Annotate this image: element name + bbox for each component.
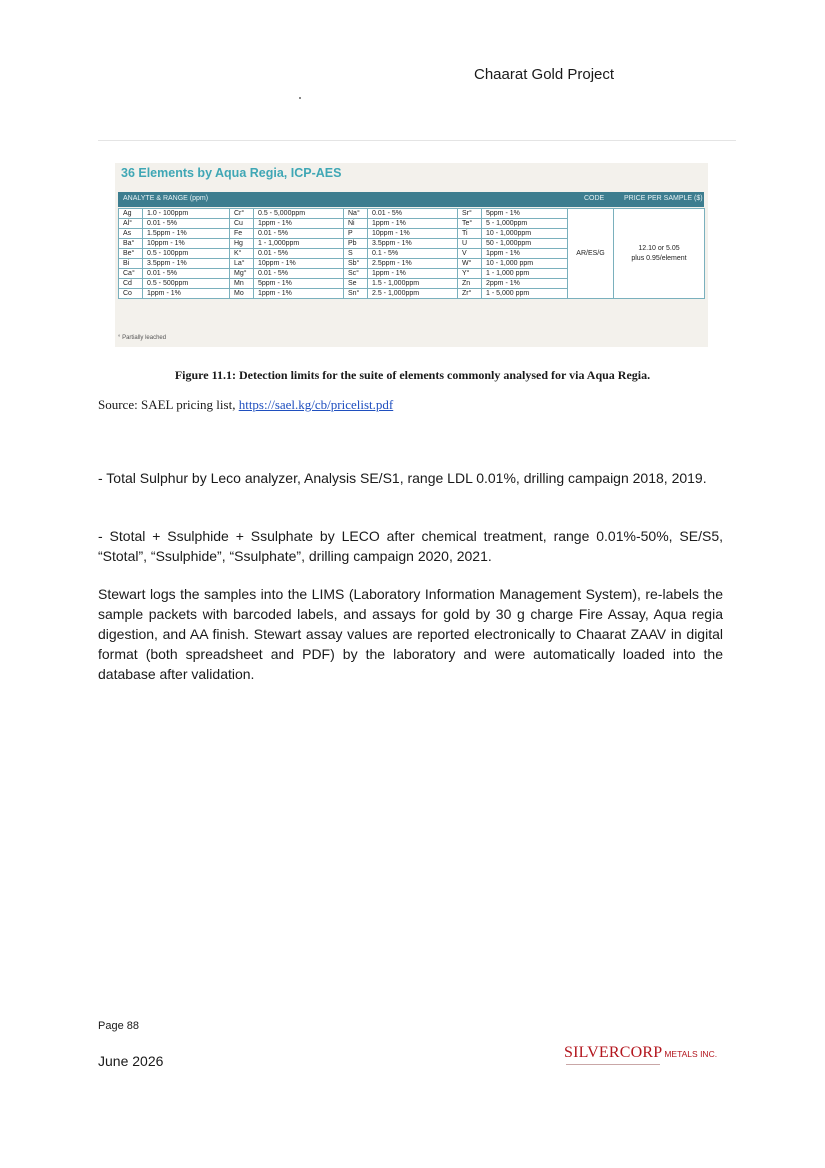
element-symbol-cell: Zn: [458, 279, 482, 289]
element-symbol-cell: Te°: [458, 219, 482, 229]
header-rule: [98, 140, 736, 141]
element-symbol-cell: Sn°: [344, 289, 368, 299]
element-symbol-cell: Mo: [230, 289, 254, 299]
element-range-cell: 2.5ppm - 1%: [368, 259, 458, 269]
element-range-cell: 0.1 - 5%: [368, 249, 458, 259]
element-symbol-cell: Mg°: [230, 269, 254, 279]
element-range-cell: 0.01 - 5%: [368, 209, 458, 219]
element-range-cell: 0.01 - 5%: [143, 219, 230, 229]
logo-brand: SILVERCORP: [564, 1044, 663, 1061]
element-symbol-cell: Hg: [230, 239, 254, 249]
element-detection-table: [118, 208, 705, 299]
footer-date: June 2026: [98, 1053, 164, 1069]
element-symbol-cell: Sr°: [458, 209, 482, 219]
silvercorp-logo: [564, 1044, 717, 1062]
element-symbol-cell: K°: [230, 249, 254, 259]
element-symbol-cell: P: [344, 229, 368, 239]
element-range-cell: 5ppm - 1%: [254, 279, 344, 289]
element-symbol-cell: U: [458, 239, 482, 249]
element-range-cell: 1 - 1,000ppm: [254, 239, 344, 249]
element-range-cell: 5 - 1,000ppm: [482, 219, 568, 229]
element-range-cell: 10ppm - 1%: [368, 229, 458, 239]
header-price: PRICE PER SAMPLE ($): [624, 195, 703, 202]
element-symbol-cell: Se: [344, 279, 368, 289]
header-code: CODE: [584, 195, 605, 202]
element-range-cell: 10ppm - 1%: [143, 239, 230, 249]
figure-footnote: ° Partially leached: [118, 335, 167, 341]
paragraph-stotal: - Stotal + Ssulphide + Ssulphate by LECO after chemical treatment, range 0.01%-50%, SE/S5, “Stotal”, “Ssulphide”, “Ssulphate”, drilling campaign 2020, 2021.: [98, 528, 723, 564]
element-range-cell: 0.01 - 5%: [254, 229, 344, 239]
element-symbol-cell: Bi: [119, 259, 143, 269]
element-range-cell: 1ppm - 1%: [254, 289, 344, 299]
element-range-cell: 1ppm - 1%: [368, 219, 458, 229]
element-symbol-cell: Zr°: [458, 289, 482, 299]
element-range-cell: 1ppm - 1%: [482, 249, 568, 259]
element-symbol-cell: Y°: [458, 269, 482, 279]
element-range-cell: 0.01 - 5%: [254, 269, 344, 279]
element-range-cell: 1 - 5,000 ppm: [482, 289, 568, 299]
stray-mark: [299, 97, 301, 99]
element-symbol-cell: Sb°: [344, 259, 368, 269]
element-symbol-cell: V: [458, 249, 482, 259]
element-range-cell: 0.01 - 5%: [254, 249, 344, 259]
price-line-2: plus 0.95/element: [631, 254, 687, 262]
element-symbol-cell: S: [344, 249, 368, 259]
element-range-cell: 0.5 - 5,000ppm: [254, 209, 344, 219]
element-symbol-cell: Co: [119, 289, 143, 299]
element-range-cell: 1ppm - 1%: [368, 269, 458, 279]
element-symbol-cell: Pb: [344, 239, 368, 249]
element-range-cell: 10 - 1,000 ppm: [482, 259, 568, 269]
element-symbol-cell: Al°: [119, 219, 143, 229]
header-analyte-range: ANALYTE & RANGE (ppm): [123, 195, 209, 202]
price-line-1: 12.10 or 5.05: [638, 244, 680, 252]
element-range-cell: 50 - 1,000ppm: [482, 239, 568, 249]
figure-table-header: [118, 192, 704, 207]
element-range-cell: 1.0 - 100ppm: [143, 209, 230, 219]
paragraph-total-sulphur: - Total Sulphur by Leco analyzer, Analysis SE/S1, range LDL 0.01%, drilling campaign 2018, 2019.: [98, 470, 707, 486]
element-range-cell: 1ppm - 1%: [143, 289, 230, 299]
element-range-cell: 3.5ppm - 1%: [143, 259, 230, 269]
paragraph-stewart-logs: Stewart logs the samples into the LIMS (Laboratory Information Management System), re-labels the sample packets with barcoded labels, and assays for gold by 30 g charge Fire Assay, Aqua regia digestion, and AA finish. Stewart assay values are reported electronically to Chaarat ZAAV in digital format (both spreadsheet and PDF) by the laboratory and were automatically loaded into the database after validation.: [98, 586, 723, 682]
element-symbol-cell: Na°: [344, 209, 368, 219]
running-header-title: Chaarat Gold Project: [474, 66, 615, 83]
element-range-cell: 10ppm - 1%: [254, 259, 344, 269]
source-line: [98, 397, 393, 413]
table-row: [119, 209, 705, 219]
element-symbol-cell: Cr°: [230, 209, 254, 219]
element-symbol-cell: Ti: [458, 229, 482, 239]
element-symbol-cell: As: [119, 229, 143, 239]
element-range-cell: 1.5ppm - 1%: [143, 229, 230, 239]
figure-detection-limits: [115, 163, 708, 347]
element-symbol-cell: Ba°: [119, 239, 143, 249]
logo-underline: [566, 1064, 660, 1065]
source-link[interactable]: https://sael.kg/cb/pricelist.pdf: [238, 397, 394, 412]
element-symbol-cell: Fe: [230, 229, 254, 239]
element-range-cell: 5ppm - 1%: [482, 209, 568, 219]
element-symbol-cell: Cu: [230, 219, 254, 229]
element-symbol-cell: La°: [230, 259, 254, 269]
element-symbol-cell: Mn: [230, 279, 254, 289]
element-range-cell: 2ppm - 1%: [482, 279, 568, 289]
element-range-cell: 0.01 - 5%: [143, 269, 230, 279]
element-symbol-cell: Ca°: [119, 269, 143, 279]
element-symbol-cell: Ag: [119, 209, 143, 219]
element-range-cell: 0.5 - 100ppm: [143, 249, 230, 259]
element-symbol-cell: W°: [458, 259, 482, 269]
logo-suffix: METALS INC.: [664, 1049, 718, 1059]
element-table-body: [119, 209, 705, 299]
element-range-cell: 0.5 - 500ppm: [143, 279, 230, 289]
element-range-cell: 1.5 - 1,000ppm: [368, 279, 458, 289]
figure-caption: Figure 11.1: Detection limits for the suite of elements commonly analysed for via Aqua Regia.: [174, 368, 651, 382]
source-label: Source: SAEL pricing list,: [98, 397, 236, 412]
element-symbol-cell: Sc°: [344, 269, 368, 279]
element-range-cell: 1 - 1,000 ppm: [482, 269, 568, 279]
figure-title: 36 Elements by Aqua Regia, ICP-AES: [121, 166, 342, 180]
element-range-cell: 2.5 - 1,000ppm: [368, 289, 458, 299]
price-cell: [614, 209, 705, 299]
method-code-cell: AR/ES/G: [568, 209, 614, 299]
element-symbol-cell: Ni: [344, 219, 368, 229]
page-number: Page 88: [98, 1020, 139, 1032]
element-symbol-cell: Be°: [119, 249, 143, 259]
element-range-cell: 3.5ppm - 1%: [368, 239, 458, 249]
element-range-cell: 10 - 1,000ppm: [482, 229, 568, 239]
element-symbol-cell: Cd: [119, 279, 143, 289]
element-range-cell: 1ppm - 1%: [254, 219, 344, 229]
